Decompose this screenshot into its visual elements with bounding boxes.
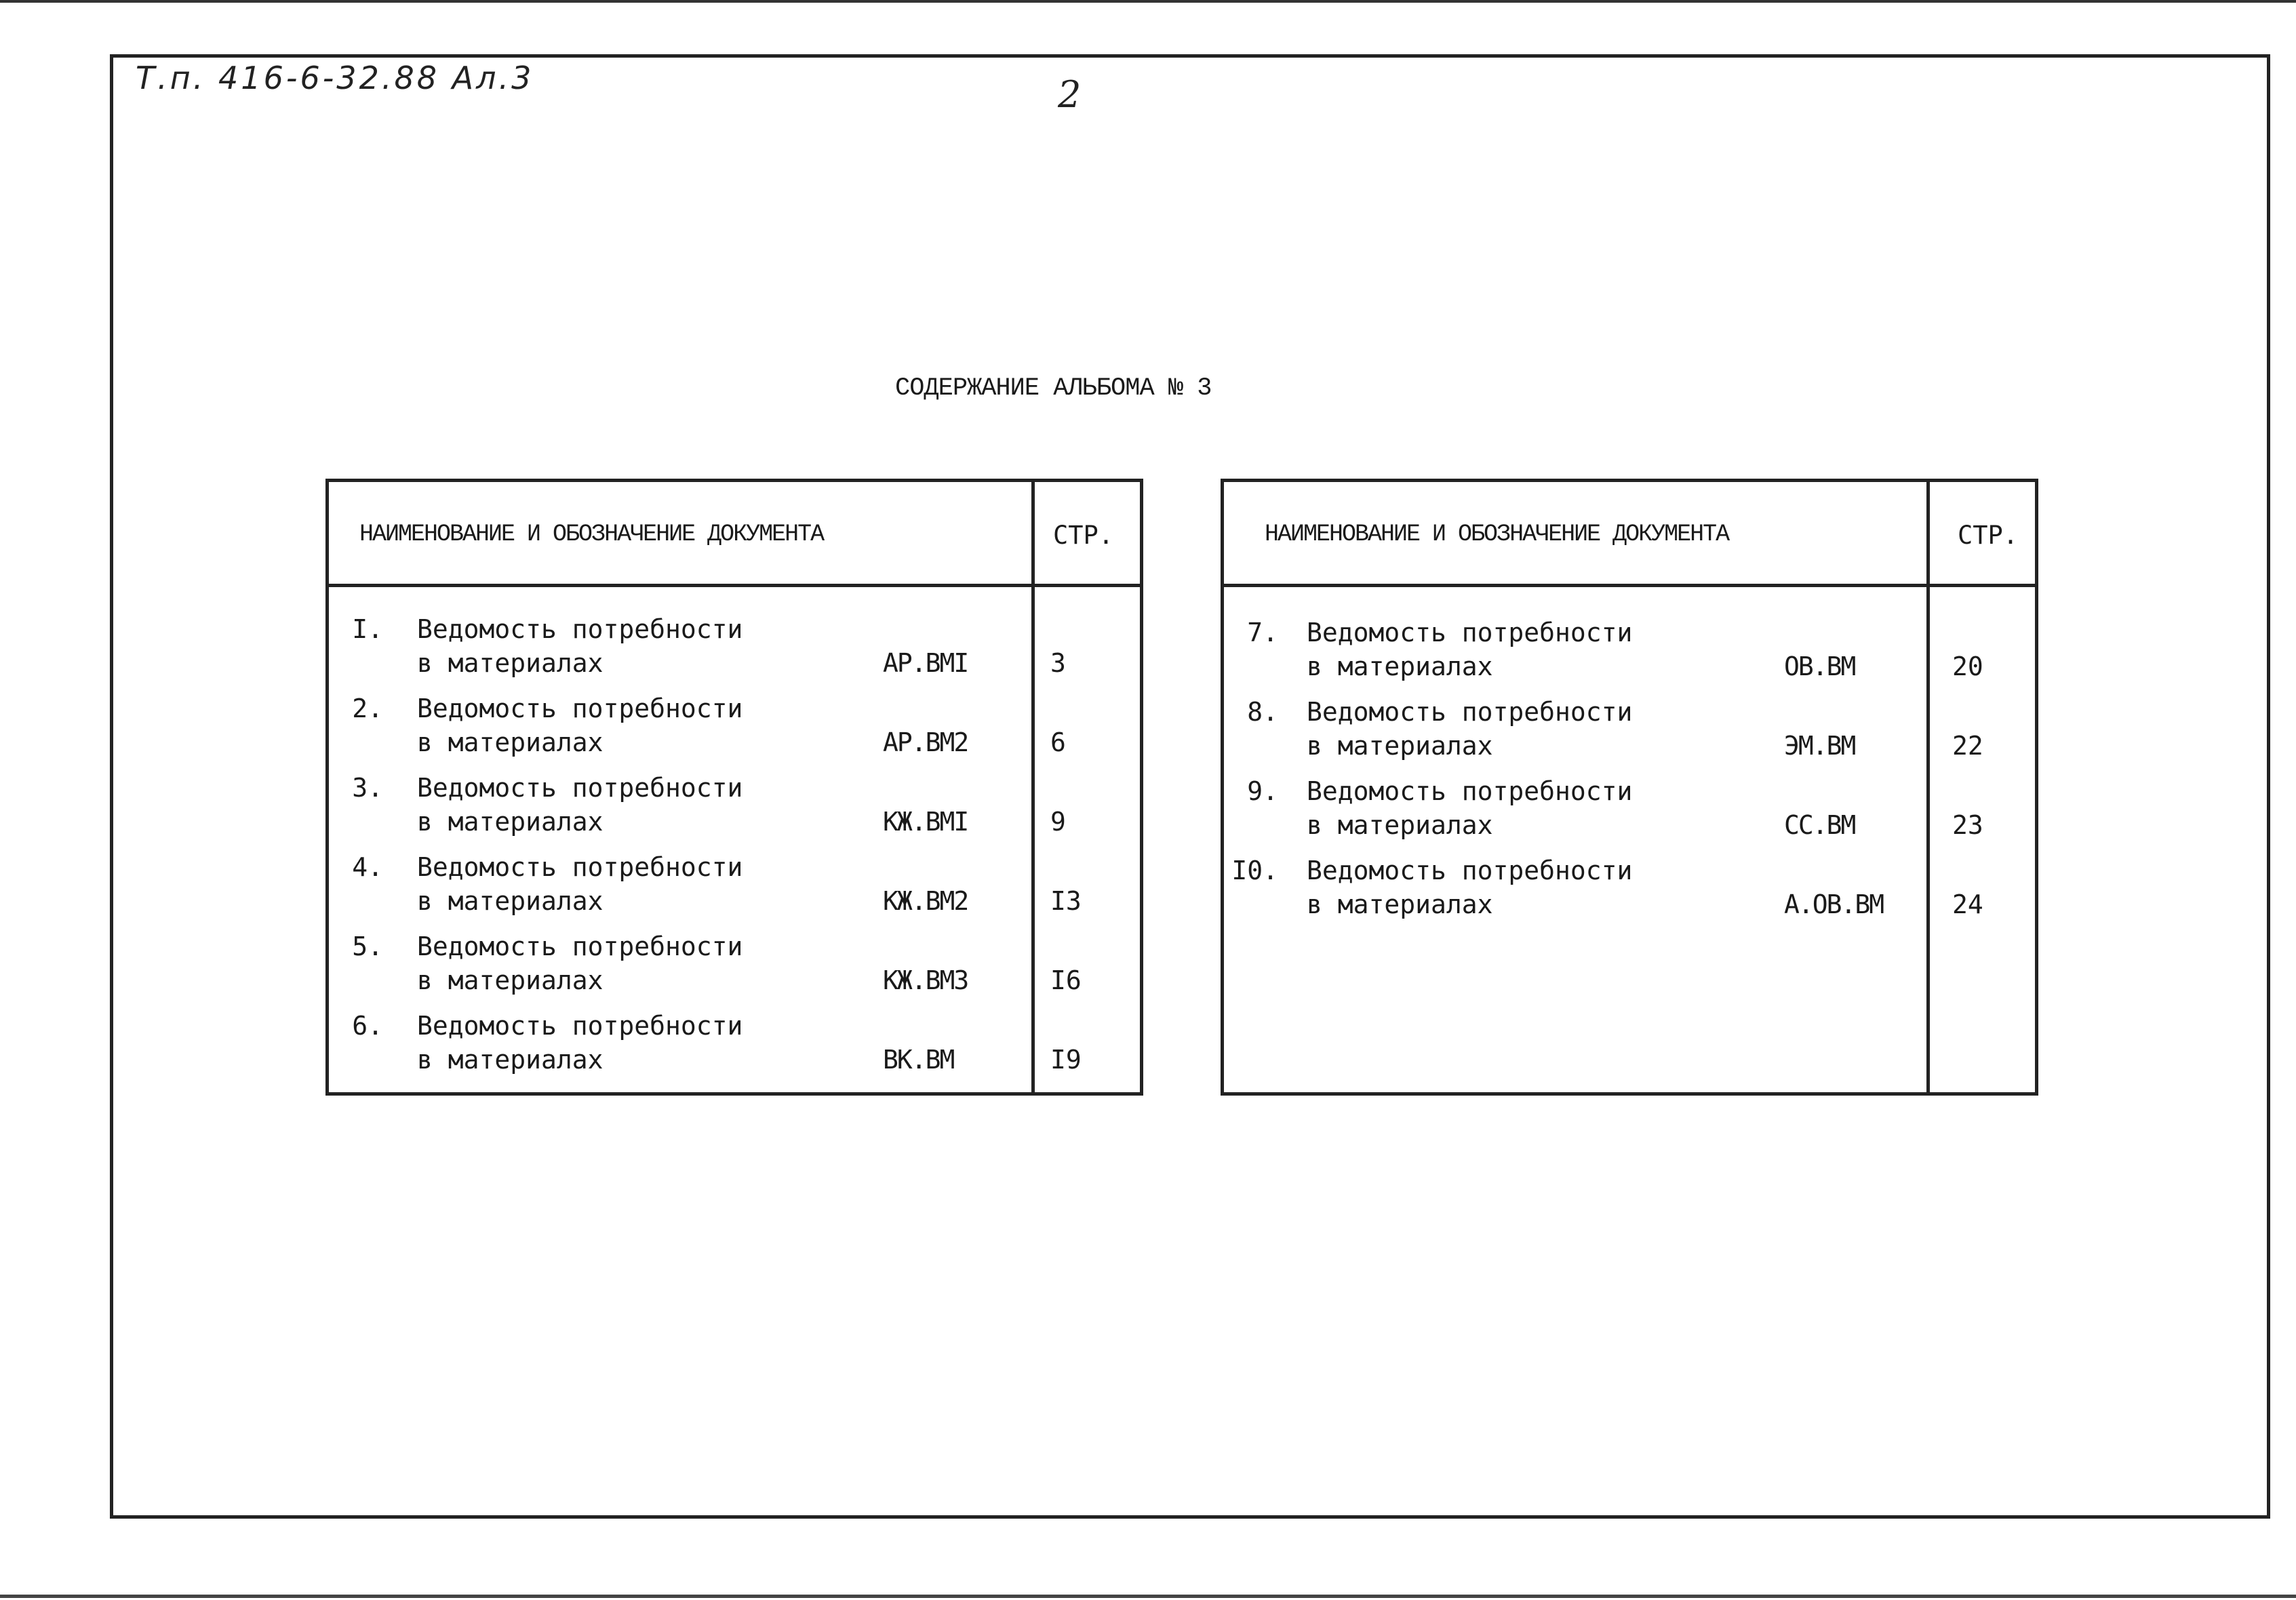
page-ref: I3 [1050,886,1082,916]
doc-name-line2: в материалах [417,648,603,678]
doc-code: ВК.ВМ [883,1045,954,1075]
page-ref: 22 [1952,731,1983,761]
table-row [329,852,1140,932]
contents-table-left [325,479,1143,1096]
doc-name-line1: Ведомость потребности [417,694,743,723]
table-header-row [329,482,1140,587]
col-header-name: НАИМЕНОВАНИЕ И ОБОЗНАЧЕНИЕ ДОКУМЕНТА [1265,521,1729,548]
col-header-name: НАИМЕНОВАНИЕ И ОБОЗНАЧЕНИЕ ДОКУМЕНТА [359,521,824,548]
doc-code: КЖ.ВМ2 [883,886,968,916]
col-header-page: СТР. [1053,521,1114,550]
doc-name-line1: Ведомость потребности [1307,776,1633,806]
doc-code: КЖ.ВМ3 [883,965,968,995]
row-number: 3. [352,773,383,803]
table-row [1224,776,2035,856]
doc-name-line2: в материалах [417,886,603,916]
doc-name-line2: в материалах [1307,652,1493,681]
doc-name-line2: в материалах [417,727,603,757]
doc-name-line1: Ведомость потребности [1307,856,1633,885]
doc-code: А.ОВ.ВМ [1784,889,1884,919]
doc-name-line2: в материалах [417,1045,603,1075]
row-number: 6. [352,1011,383,1041]
row-number: 5. [352,932,383,961]
doc-name-line2: в материалах [417,807,603,837]
table-row [329,694,1140,774]
table-row [1224,697,2035,777]
handwritten-doc-code: Т.п. 416-6-32.88 Ал.3 [136,60,534,96]
row-number: 8. [1247,697,1278,727]
doc-code: КЖ.ВМI [883,807,968,837]
doc-name-line1: Ведомость потребности [417,932,743,961]
table-row [329,614,1140,694]
top-edge-line [0,0,2296,3]
page-ref: 9 [1050,807,1066,837]
doc-code: АР.ВМ2 [883,727,968,757]
doc-name-line1: Ведомость потребности [1307,697,1633,727]
doc-name-line1: Ведомость потребности [417,852,743,882]
page-ref: 3 [1050,648,1066,678]
page-ref: 23 [1952,810,1983,840]
page-ref: 20 [1952,652,1983,681]
table-row [329,773,1140,853]
contents-table-right [1221,479,2038,1096]
page-title: СОДЕРЖАНИЕ АЛЬБОМА № 3 [895,374,1212,403]
table-row [1224,856,2035,936]
table-header-row [1224,482,2035,587]
bottom-edge-line [0,1595,2296,1598]
doc-code: АР.ВМI [883,648,968,678]
doc-code: ЭМ.ВМ [1784,731,1855,761]
table-row [329,1011,1140,1091]
row-number: I0. [1231,856,1278,885]
row-number: 4. [352,852,383,882]
page-ref: I6 [1050,965,1082,995]
doc-name-line1: Ведомость потребности [1307,618,1633,647]
row-number: I. [352,614,383,644]
doc-name-line2: в материалах [417,965,603,995]
doc-name-line1: Ведомость потребности [417,773,743,803]
doc-name-line2: в материалах [1307,731,1493,761]
row-number: 2. [352,694,383,723]
page-number: 2 [1058,73,1082,116]
row-number: 9. [1247,776,1278,806]
doc-code: СС.ВМ [1784,810,1855,840]
page-ref: I9 [1050,1045,1082,1075]
page-ref: 24 [1952,889,1983,919]
doc-name-line1: Ведомость потребности [417,614,743,644]
doc-name-line1: Ведомость потребности [417,1011,743,1041]
table-row [329,932,1140,1012]
table-row [1224,618,2035,698]
page-ref: 6 [1050,727,1066,757]
doc-code: ОВ.ВМ [1784,652,1855,681]
doc-name-line2: в материалах [1307,889,1493,919]
row-number: 7. [1247,618,1278,647]
col-header-page: СТР. [1958,521,2019,550]
doc-name-line2: в материалах [1307,810,1493,840]
